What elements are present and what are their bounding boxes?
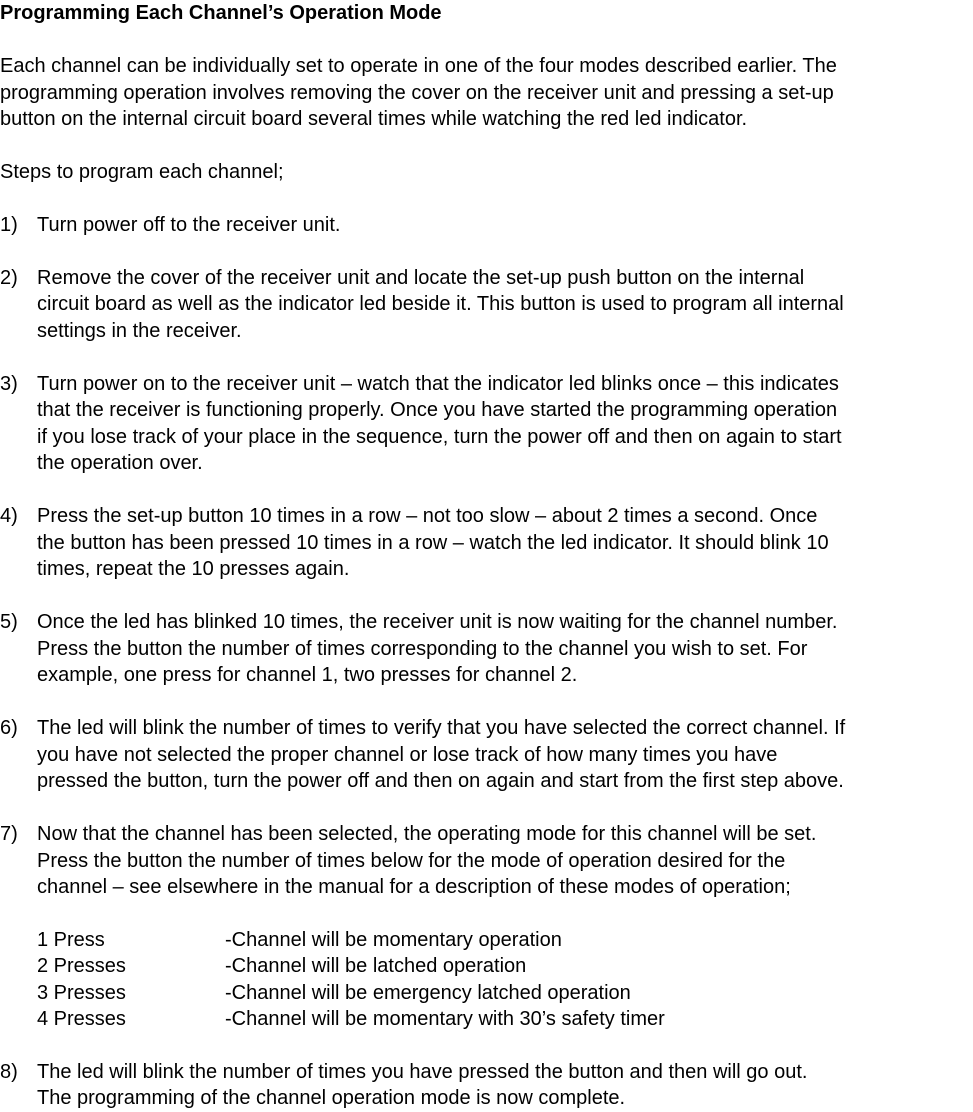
mode-count: 1 Press — [37, 929, 105, 951]
step-line: Once the led has blinked 10 times, the receiver unit is now waiting for the channel number. — [37, 611, 838, 633]
step-number: 4) — [0, 505, 18, 527]
mode-description: -Channel will be emergency latched operation — [225, 982, 631, 1004]
step-line: settings in the receiver. — [37, 320, 242, 342]
intro-line: Each channel can be individually set to operate in one of the four modes described earlier. The — [0, 55, 837, 77]
step-number: 1) — [0, 214, 18, 236]
step-number: 7) — [0, 823, 18, 845]
intro-line: programming operation involves removing the cover on the receiver unit and pressing a set-up — [0, 82, 834, 104]
step-line: Turn power off to the receiver unit. — [37, 214, 341, 236]
step-line: if you lose track of your place in the sequence, turn the power off and then on again to start — [37, 426, 842, 448]
step-number: 2) — [0, 267, 18, 289]
step-line: the operation over. — [37, 452, 203, 474]
step-number: 5) — [0, 611, 18, 633]
step-line: The led will blink the number of times you have pressed the button and then will go out. — [37, 1061, 808, 1083]
step-line: Now that the channel has been selected, the operating mode for this channel will be set. — [37, 823, 817, 845]
step-line: Press the button the number of times below for the mode of operation desired for the — [37, 850, 786, 872]
step-line: Remove the cover of the receiver unit and locate the set-up push button on the internal — [37, 267, 805, 289]
step-line: that the receiver is functioning properly. Once you have started the programming operation — [37, 399, 838, 421]
step-line: the button has been pressed 10 times in a row – watch the led indicator. It should blink 10 — [37, 532, 829, 554]
mode-count: 4 Presses — [37, 1008, 126, 1030]
step-line: you have not selected the proper channel or lose track of how many times you have — [37, 744, 778, 766]
step-line: circuit board as well as the indicator led beside it. This button is used to program all internal — [37, 293, 844, 315]
step-number: 3) — [0, 373, 18, 395]
mode-count: 3 Presses — [37, 982, 126, 1004]
step-number: 8) — [0, 1061, 18, 1083]
step-number: 6) — [0, 717, 18, 739]
step-line: The programming of the channel operation mode is now complete. — [37, 1087, 626, 1109]
step-line: Press the set-up button 10 times in a row – not too slow – about 2 times a second. Once — [37, 505, 818, 527]
step-line: pressed the button, turn the power off and then on again and start from the first step above. — [37, 770, 844, 792]
intro-line: button on the internal circuit board several times while watching the red led indicator. — [0, 108, 748, 130]
mode-description: -Channel will be latched operation — [225, 955, 527, 977]
step-line: Turn power on to the receiver unit – watch that the indicator led blinks once – this indicates — [37, 373, 839, 395]
step-line: example, one press for channel 1, two presses for channel 2. — [37, 664, 578, 686]
step-line: Press the button the number of times corresponding to the channel you wish to set. For — [37, 638, 808, 660]
mode-count: 2 Presses — [37, 955, 126, 977]
step-line: The led will blink the number of times to verify that you have selected the correct channel. If — [37, 717, 846, 739]
step-line: channel – see elsewhere in the manual for a description of these modes of operation; — [37, 876, 791, 898]
mode-description: -Channel will be momentary operation — [225, 929, 562, 951]
step-line: times, repeat the 10 presses again. — [37, 558, 350, 580]
steps-heading: Steps to program each channel; — [0, 161, 284, 183]
page-title: Programming Each Channel’s Operation Mode — [0, 2, 442, 24]
mode-description: -Channel will be momentary with 30’s safety timer — [225, 1008, 665, 1030]
